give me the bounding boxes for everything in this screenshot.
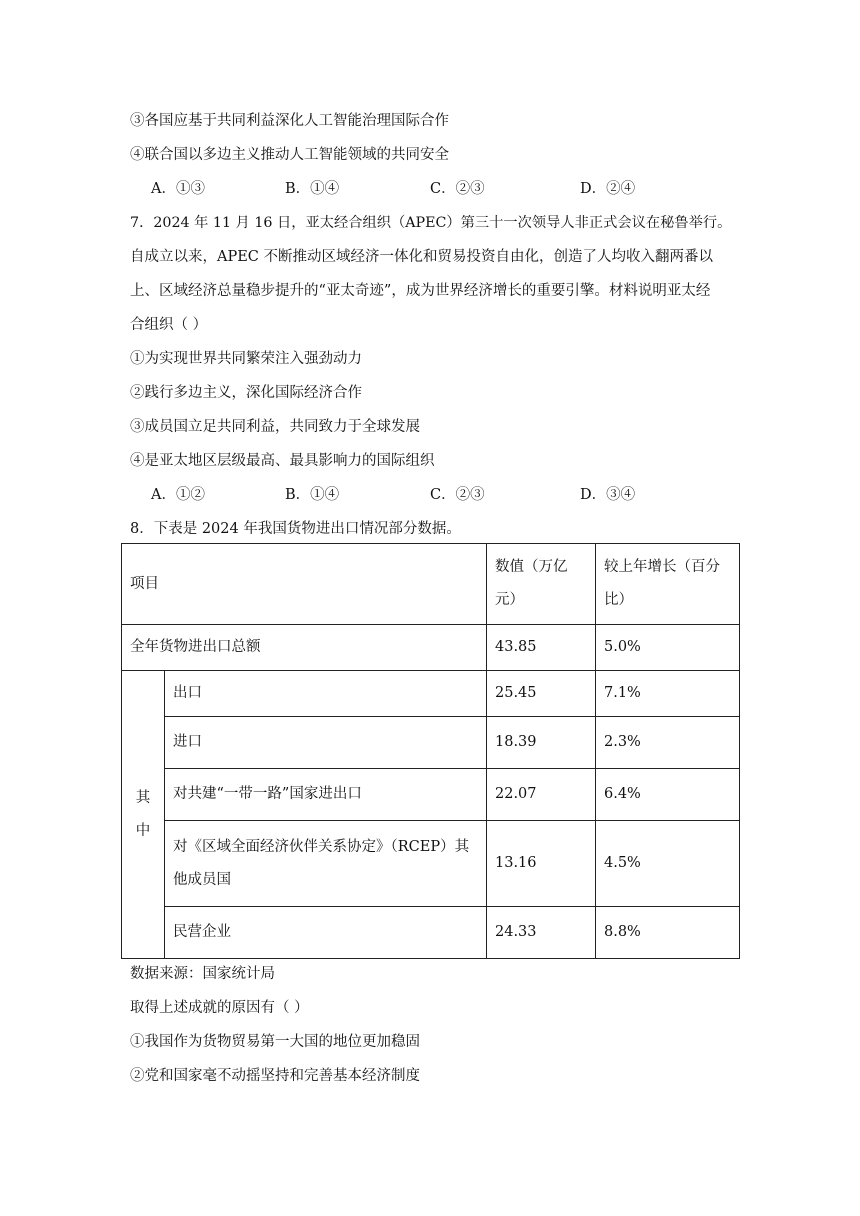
row-item: 出口 [165, 671, 487, 717]
table-row [122, 625, 740, 671]
option-d: D．②④ [580, 181, 636, 197]
table-header-row [122, 544, 740, 625]
header-growth: 较上年增长（百分比） [596, 544, 740, 625]
option-b: B．①④ [285, 487, 340, 503]
option-c: C．②③ [430, 181, 485, 197]
header-value: 数值（万亿元） [487, 544, 596, 625]
row-value: 22.07 [487, 769, 596, 821]
table-row [122, 907, 740, 959]
total-value: 43.85 [487, 625, 596, 671]
option-a: A．①② [151, 487, 205, 503]
q8-question: 取得上述成就的原因有（ ） [130, 1000, 309, 1016]
q8-intro: 8．下表是 2024 年我国货物进出口情况部分数据。 [130, 521, 461, 537]
data-source: 数据来源：国家统计局 [130, 966, 275, 982]
header-item: 项目 [122, 544, 487, 625]
q7-line-3: 上、区域经济总量稳步提升的“亚太奇迹”，成为世界经济增长的重要引擎。材料说明亚太经 [130, 283, 711, 299]
row-growth: 2.3% [596, 717, 740, 769]
q7-line-2: 自成立以来，APEC 不断推动区域经济一体化和贸易投资自由化，创造了人均收入翻两番以 [130, 249, 714, 265]
prev-options [151, 179, 671, 199]
q8-statement-1: ①我国作为货物贸易第一大国的地位更加稳固 [130, 1034, 420, 1050]
option-c: C．②③ [430, 487, 485, 503]
table-row [122, 671, 740, 717]
row-value: 24.33 [487, 907, 596, 959]
option-d: D．③④ [580, 487, 636, 503]
table-row [122, 717, 740, 769]
trade-data-table [121, 543, 740, 959]
q7-statement-4: ④是亚太地区层级最高、最具影响力的国际组织 [130, 453, 435, 469]
row-growth: 6.4% [596, 769, 740, 821]
table-row [122, 821, 740, 907]
total-item: 全年货物进出口总额 [122, 625, 487, 671]
row-item: 民营企业 [165, 907, 487, 959]
row-item: 进口 [165, 717, 487, 769]
q7-options [151, 485, 671, 505]
prev-statement-4: ④联合国以多边主义推动人工智能领域的共同安全 [130, 147, 449, 163]
row-growth: 8.8% [596, 907, 740, 959]
q8-statement-2: ②党和国家毫不动摇坚持和完善基本经济制度 [130, 1068, 420, 1084]
total-growth: 5.0% [596, 625, 740, 671]
q7-statement-2: ②践行多边主义，深化国际经济合作 [130, 385, 362, 401]
row-item: 对《区域全面经济伙伴关系协定》（RCEP）其他成员国 [165, 821, 487, 907]
table-row [122, 769, 740, 821]
option-a: A．①③ [151, 181, 205, 197]
row-growth: 7.1% [596, 671, 740, 717]
row-value: 18.39 [487, 717, 596, 769]
q7-line-1: 7．2024 年 11 月 16 日，亚太经合组织（APEC）第三十一次领导人非正式会议在秘鲁举行。 [130, 215, 732, 231]
row-item: 对共建“一带一路”国家进出口 [165, 769, 487, 821]
group-label: 其中 [122, 671, 165, 959]
option-b: B．①④ [285, 181, 340, 197]
q7-line-4: 合组织（ ） [130, 317, 208, 333]
row-value: 25.45 [487, 671, 596, 717]
prev-statement-3: ③各国应基于共同利益深化人工智能治理国际合作 [130, 113, 449, 129]
q7-statement-1: ①为实现世界共同繁荣注入强劲动力 [130, 351, 362, 367]
q7-statement-3: ③成员国立足共同利益，共同致力于全球发展 [130, 419, 420, 435]
row-growth: 4.5% [596, 821, 740, 907]
row-value: 13.16 [487, 821, 596, 907]
